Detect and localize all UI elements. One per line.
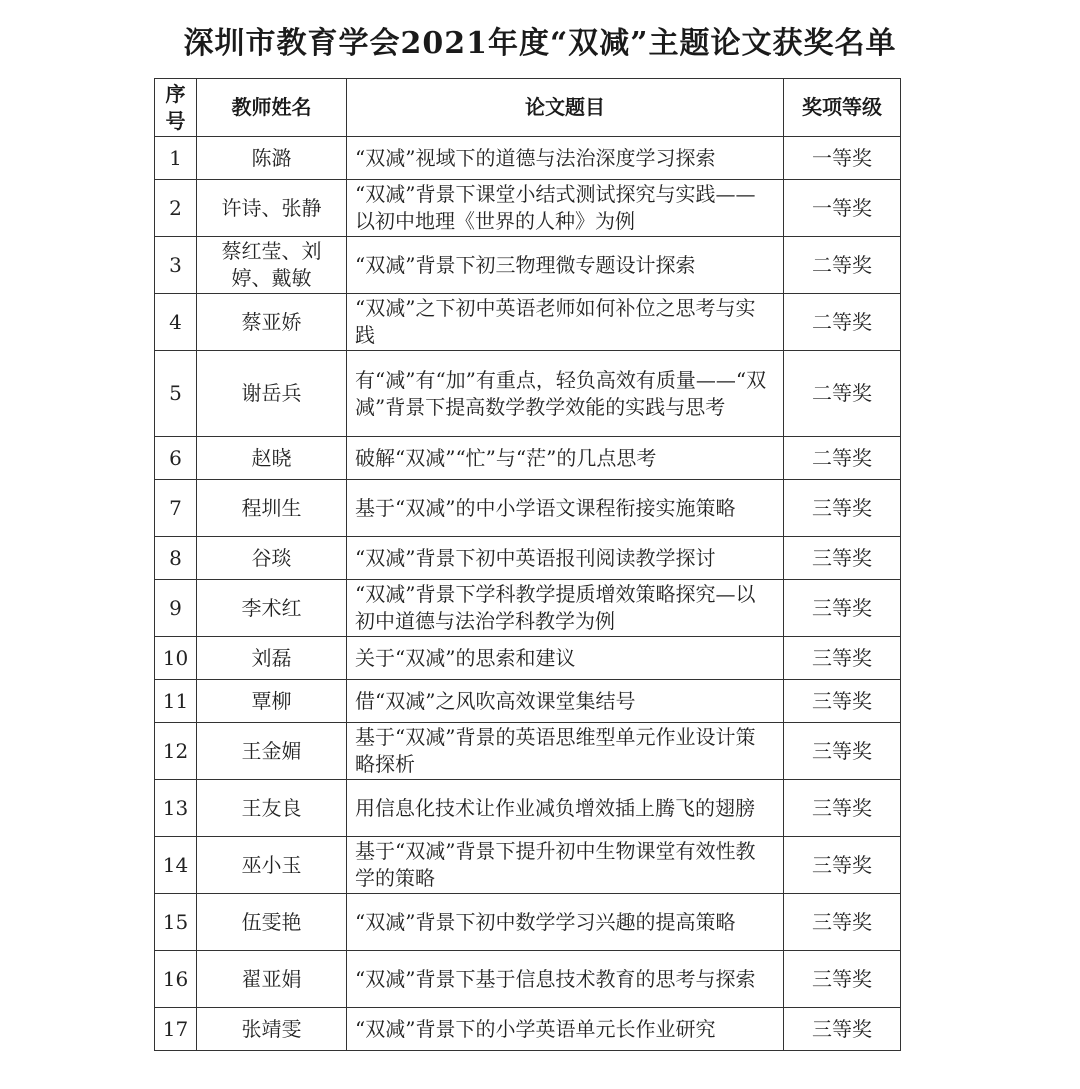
cell-paper-title: “双减”视域下的道德与法治深度学习探索	[347, 137, 784, 180]
cell-award-level: 一等奖	[784, 137, 901, 180]
cell-teacher: 谷琰	[197, 537, 347, 580]
cell-award-level: 三等奖	[784, 580, 901, 637]
table-row	[155, 680, 901, 723]
cell-teacher: 赵晓	[197, 437, 347, 480]
cell-no: 5	[155, 351, 197, 437]
cell-award-level: 三等奖	[784, 780, 901, 837]
cell-paper-title: 关于“双减”的思索和建议	[347, 637, 784, 680]
cell-teacher: 蔡亚娇	[197, 294, 347, 351]
table-header-row	[155, 79, 901, 137]
cell-no: 8	[155, 537, 197, 580]
cell-award-level: 三等奖	[784, 951, 901, 1008]
cell-award-level: 二等奖	[784, 237, 901, 294]
table-row	[155, 237, 901, 294]
header-paper-title: 论文题目	[347, 79, 784, 137]
cell-award-level: 三等奖	[784, 680, 901, 723]
table-row	[155, 537, 901, 580]
cell-teacher: 谢岳兵	[197, 351, 347, 437]
cell-paper-title: 基于“双减”背景下提升初中生物课堂有效性教学的策略	[347, 837, 784, 894]
cell-paper-title: 借“双减”之风吹高效课堂集结号	[347, 680, 784, 723]
table-row	[155, 294, 901, 351]
cell-no: 16	[155, 951, 197, 1008]
cell-paper-title: “双减”背景下课堂小结式测试探究与实践——以初中地理《世界的人种》为例	[347, 180, 784, 237]
cell-no: 4	[155, 294, 197, 351]
cell-paper-title: 基于“双减”背景的英语思维型单元作业设计策略探析	[347, 723, 784, 780]
cell-paper-title: “双减”背景下基于信息技术教育的思考与探索	[347, 951, 784, 1008]
cell-no: 13	[155, 780, 197, 837]
cell-paper-title: 有“减”有“加”有重点，轻负高效有质量——“双减”背景下提高数学教学效能的实践与思考	[347, 351, 784, 437]
cell-no: 3	[155, 237, 197, 294]
header-teacher: 教师姓名	[197, 79, 347, 137]
cell-award-level: 三等奖	[784, 1008, 901, 1051]
cell-teacher: 李术红	[197, 580, 347, 637]
cell-teacher: 许诗、张静	[197, 180, 347, 237]
cell-no: 7	[155, 480, 197, 537]
table-row	[155, 951, 901, 1008]
cell-teacher: 王金媚	[197, 723, 347, 780]
cell-paper-title: “双减”之下初中英语老师如何补位之思考与实践	[347, 294, 784, 351]
cell-teacher: 刘磊	[197, 637, 347, 680]
table-row	[155, 894, 901, 951]
table-row	[155, 580, 901, 637]
cell-award-level: 二等奖	[784, 351, 901, 437]
cell-teacher: 程圳生	[197, 480, 347, 537]
cell-no: 2	[155, 180, 197, 237]
document-title: 深圳市教育学会2021年度“双减”主题论文获奖名单	[183, 26, 897, 61]
cell-teacher: 蔡红莹、刘婷、戴敏	[197, 237, 347, 294]
table-row	[155, 637, 901, 680]
table-row	[155, 723, 901, 780]
cell-award-level: 三等奖	[784, 837, 901, 894]
cell-award-level: 三等奖	[784, 480, 901, 537]
cell-teacher: 王友良	[197, 780, 347, 837]
cell-paper-title: 用信息化技术让作业减负增效插上腾飞的翅膀	[347, 780, 784, 837]
cell-award-level: 二等奖	[784, 294, 901, 351]
cell-award-level: 一等奖	[784, 180, 901, 237]
cell-no: 6	[155, 437, 197, 480]
cell-paper-title: “双减”背景下学科教学提质增效策略探究—以初中道德与法治学科教学为例	[347, 580, 784, 637]
cell-award-level: 三等奖	[784, 637, 901, 680]
cell-paper-title: “双减”背景下初三物理微专题设计探索	[347, 237, 784, 294]
cell-award-level: 三等奖	[784, 723, 901, 780]
table-row	[155, 1008, 901, 1051]
table-row	[155, 180, 901, 237]
cell-teacher: 翟亚娟	[197, 951, 347, 1008]
cell-teacher: 陈潞	[197, 137, 347, 180]
header-award-level: 奖项等级	[784, 79, 901, 137]
cell-no: 17	[155, 1008, 197, 1051]
cell-award-level: 三等奖	[784, 537, 901, 580]
cell-teacher: 伍雯艳	[197, 894, 347, 951]
cell-paper-title: 破解“双减”“忙”与“茫”的几点思考	[347, 437, 784, 480]
table-row	[155, 137, 901, 180]
cell-award-level: 二等奖	[784, 437, 901, 480]
table-row	[155, 437, 901, 480]
award-table	[154, 78, 901, 1051]
cell-no: 9	[155, 580, 197, 637]
cell-paper-title: 基于“双减”的中小学语文课程衔接实施策略	[347, 480, 784, 537]
header-no: 序号	[155, 79, 197, 137]
table-row	[155, 351, 901, 437]
table-row	[155, 780, 901, 837]
cell-no: 15	[155, 894, 197, 951]
cell-no: 11	[155, 680, 197, 723]
cell-teacher: 张靖雯	[197, 1008, 347, 1051]
cell-teacher: 覃柳	[197, 680, 347, 723]
table-row	[155, 837, 901, 894]
cell-award-level: 三等奖	[784, 894, 901, 951]
cell-teacher: 巫小玉	[197, 837, 347, 894]
cell-paper-title: “双减”背景下初中英语报刊阅读教学探讨	[347, 537, 784, 580]
cell-paper-title: “双减”背景下的小学英语单元长作业研究	[347, 1008, 784, 1051]
cell-no: 10	[155, 637, 197, 680]
cell-paper-title: “双减”背景下初中数学学习兴趣的提高策略	[347, 894, 784, 951]
cell-no: 12	[155, 723, 197, 780]
cell-no: 1	[155, 137, 197, 180]
table-row	[155, 480, 901, 537]
cell-no: 14	[155, 837, 197, 894]
